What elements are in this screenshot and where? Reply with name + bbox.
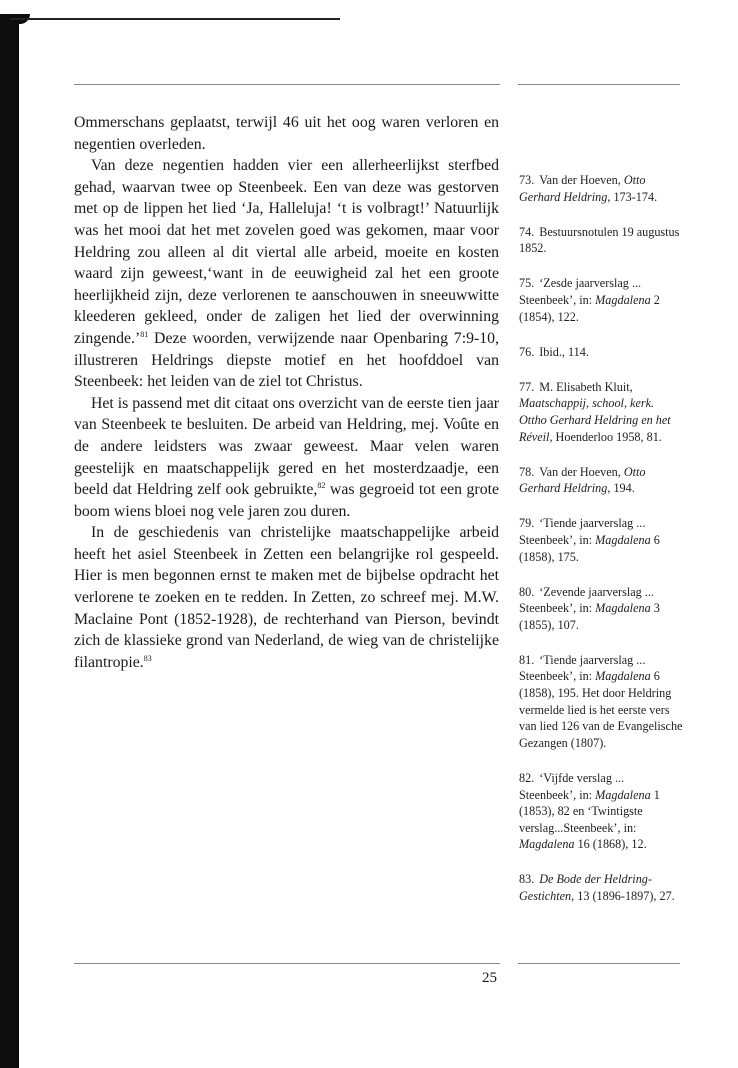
italic-title: Otto Gerhard Heldring (519, 464, 646, 496)
footnote-reference: 81 (140, 329, 149, 339)
footnote-number: 78. (519, 464, 535, 479)
text-run: 1 (1853), 82 en ‘Twintigste verslag...Steenbeek’, in: (519, 787, 660, 835)
text-run: 16 (1868), 12. (574, 837, 647, 852)
footnote-number: 80. (519, 584, 535, 599)
italic-title: Maatschappij, school, kerk. Ottho Gerhard Heldring en het Réveil (519, 396, 671, 444)
italic-title: Magdalena (595, 787, 651, 802)
text-run: , Hoenderloo 1958, 81. (549, 429, 662, 444)
text-run: , 194. (607, 481, 635, 496)
text-run: Van der Hoeven, (539, 173, 624, 187)
text-run: ‘Vijfde verslag ... Steenbeek’, in: (519, 770, 625, 802)
text-run: 6 (1858), 175. (519, 532, 660, 564)
footnote-number: 73. (519, 173, 535, 187)
footnote (519, 172, 683, 205)
text-run: Ommerschans geplaatst, terwijl 46 uit het oog waren verloren en negentien overleden. (74, 114, 499, 153)
text-run: ‘Zesde jaarverslag ... Steenbeek’, in: (519, 276, 642, 307)
italic-title: Magdalena (595, 669, 651, 684)
text-run: ‘Tiende jaarverslag ... Steenbeek’, in: (519, 516, 646, 547)
footnote (519, 652, 683, 752)
footnote-number: 76. (519, 344, 535, 359)
footnote-number: 75. (519, 276, 535, 291)
footer-rule-main (74, 963, 500, 964)
text-run: Het is passend met dit citaat ons overzicht van de eerste tien jaar van Steenbeek te besluiten. De arbeid van Heldring, mej. Voûte en de andere leidsters was zwaar geweest. Maar velen waren geestelijk en maatschappelijk gered en het mosterdzaadje, een beeld dat Heldring zelf ook gebruikte, (74, 394, 499, 499)
footnote-reference: 83 (143, 653, 152, 663)
footnote (519, 871, 683, 904)
text-run: 6 (1858), 195. Het door Heldring vermelde lied is het eerste vers van lied 126 van de Evangelische Gezangen (1807). (519, 669, 683, 750)
footnote-reference: 82 (317, 481, 326, 491)
text-run: Van deze negentien hadden vier een allerheerlijkst sterfbed gehad, waarvan twee op Steenbeek. Een van deze was gestorven met op de lippen het lied ‘Ja, Halleluja! ‘t is volbragt!’ Natuurlijk was het mooi dat het met zovelen goed was gekomen, maar voor Heldring zou alleen al dit viertal alle arbeid, moeite en kosten waard zijn geweest,‘want in de eeuwigheid zal het een groote heerlijkheid zijn, deze verlorenen te aanschouwen in sneeuwwitte kleederen gekleed, onder de zaligen het lied der overwinning zingende.’ (74, 157, 499, 347)
text-run: 3 (1855), 107. (519, 601, 660, 632)
italic-title: Magdalena (595, 532, 651, 547)
footnote (519, 770, 683, 853)
text-run: Deze woorden, verwijzende naar Openbaring 7:9-10, illustreren Heldrings diepste motief en het hoofddoel van Steenbeek: het leiden van de ziel tot Christus. (74, 329, 499, 391)
main-text-column (74, 112, 499, 673)
body-paragraph (74, 112, 499, 155)
text-run: Bestuursnotulen 19 augustus 1852. (519, 224, 680, 256)
text-run: Ibid., 114. (539, 344, 589, 359)
italic-title: Magdalena (519, 837, 575, 852)
italic-title: Magdalena (595, 601, 651, 616)
text-run: Van der Hoeven, (539, 464, 624, 479)
header-rule-notes (518, 84, 680, 85)
text-run: In de geschiedenis van christelijke maatschappelijke arbeid heeft het asiel Steenbeek in Zetten een belangrijke rol gespeeld. Hier is men begonnen ernst te maken met de bijbelse opdracht het verlorene te zoeken en te redden. In Zetten, zo schreef mej. M.W. Maclaine Pont (1852-1928), de rechterhand van Pierson, bevindt zich de klassieke grond van Nederland, de wieg van de christelijke filantropie. (74, 524, 499, 671)
footnotes-column (519, 172, 683, 923)
italic-title: De Bode der Heldring-Gestichten (519, 872, 652, 903)
footnote-number: 79. (519, 516, 535, 531)
text-run: , 13 (1896-1897), 27. (571, 889, 675, 903)
text-run: 2 (1854), 122. (519, 292, 660, 324)
footer-rule-notes (518, 963, 680, 964)
footnote (519, 515, 683, 565)
body-paragraph (74, 393, 499, 523)
text-run: M. Elisabeth Kluit, (539, 379, 633, 394)
text-run: , 173-174. (607, 189, 658, 204)
footnote (519, 344, 683, 361)
text-run: ‘Tiende jaarverslag ... Steenbeek’, in: (519, 652, 646, 684)
footnote (519, 379, 683, 445)
italic-title: Magdalena (595, 292, 651, 307)
scan-border-top (10, 18, 340, 20)
page-number: 25 (482, 970, 497, 986)
footnote (519, 224, 683, 257)
footnote (519, 584, 683, 634)
footnote (519, 464, 683, 497)
footnote (519, 275, 683, 325)
footnote-number: 74. (519, 224, 535, 239)
footnote-number: 83. (519, 872, 535, 887)
footnote-number: 81. (519, 652, 535, 667)
text-run: was gegroeid tot een grote boom wiens bloei nog vele jaren zou duren. (74, 481, 499, 520)
italic-title: Otto Gerhard Heldring (519, 173, 646, 204)
footnote-number: 82. (519, 770, 535, 785)
text-run: ‘Zevende jaarverslag ... Steenbeek’, in: (519, 584, 654, 616)
scan-border-left (0, 18, 19, 1068)
body-paragraph (74, 155, 499, 393)
header-rule-main (74, 84, 500, 85)
footnote-number: 77. (519, 379, 535, 394)
body-paragraph (74, 522, 499, 673)
